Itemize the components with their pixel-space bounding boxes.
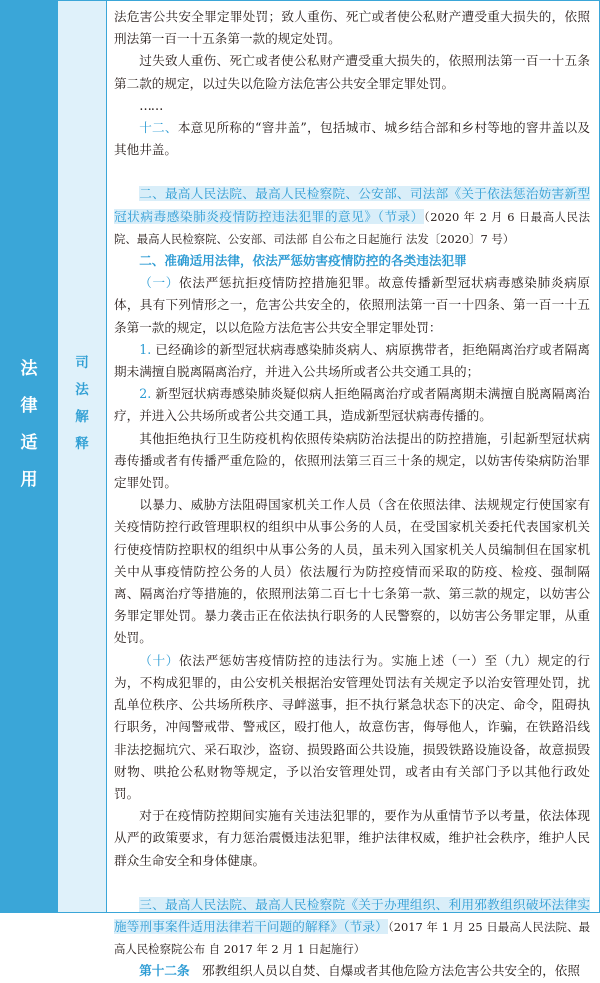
spacer	[114, 161, 590, 183]
paragraph-continued: 法危害公共安全罪定罪处罚；致人重伤、死亡或者使公私财产遭受重大损失的，依照刑法第一百一十五条第一款的规定处罚。	[114, 9, 590, 47]
article-twelve-text: 本意见所称的“窨井盖”，包括城市、城乡结合部和乡村等地的窨井盖以及其他井盖。	[114, 120, 590, 158]
subsection-column	[57, 1, 107, 912]
section-three-source: （2017 年 1 月 25 日最高人民法院、最高人民检察院公布 自 2017 年 2 月 1 日起施行）	[114, 919, 591, 957]
item-one	[114, 272, 590, 339]
section-column	[1, 1, 57, 912]
sub-item-one-number: 1.	[139, 341, 152, 357]
article-twelve-number: 十二、	[139, 120, 178, 136]
section-two-source: （2020 年 2 月 6 日最高人民法院、最高人民检察院、公安部、司法部 自公布之日起施行 法发〔2020〕7 号）	[114, 209, 591, 246]
paragraph-strict-policy: 对于在疫情防控期间实施有关违法犯罪的，要作为从重情节予以考量，依法体现从严的政策要求，有力惩治震慑违法犯罪，维护法律权威，维护社会秩序，维护人民群众生命安全和身体健康。	[114, 808, 590, 868]
sub-item-one	[114, 339, 590, 383]
sub-item-one-text: 已经确诊的新型冠状病毒感染肺炎病人、病原携带者，拒绝隔离治疗或者隔离期未满擅自脱离隔离治疗，并进入公共场所或者公共交通工具的；	[114, 341, 590, 380]
section-three-title: 三、最高人民法院、最高人民检察院《关于办理组织、利用邪教组织破坏法律实施等刑事案件适用法律若干问题的解释》（节录）	[114, 896, 590, 934]
paragraph-other-refusal: 其他拒绝执行卫生防疫机构依照传染病防治法提出的防控措施，引起新型冠状病毒传播或者有传播严重危险的，依照刑法第三百三十条的规定，以妨害传染病防治罪定罪处罚。	[114, 430, 590, 491]
section-three-heading	[114, 894, 590, 961]
paragraph-negligence: 过失致人重伤、死亡或者使公私财产遭受重大损失的，依照刑法第一百一十五条第二款的规定，以过失以危险方法危害公共安全罪定罪处罚。	[114, 53, 590, 91]
article-twelve	[114, 117, 590, 161]
section-two-heading	[114, 183, 590, 250]
item-one-number: （一）	[139, 275, 180, 291]
subsection-label: 司法解释	[75, 355, 89, 452]
article-twelve-cult-text: 邪教组织人员以自焚、自爆或者其他危险方法危害公共安全的，依照	[202, 963, 580, 979]
subheading-two: 二、准确适用法律，依法严惩妨害疫情防控的各类违法犯罪	[139, 253, 467, 269]
item-ten-text: 依法严惩妨害疫情防控的违法行为。实施上述（一）至（九）规定的行为，不构成犯罪的，由公安机关根据治安管理处罚法有关规定予以治安管理处罚，扰乱单位秩序、公共场所秩序、寻衅滋事，拒不执行紧急状态下的决定、命令，阻碍执行职务，冲闯警戒带、警戒区，殴打他人，故意伤害，侮辱他人，诈骗，在铁路沿线非法挖掘坑穴、采石取沙，盗窃、损毁路面公共设施，损毁铁路设施设备，故意损毁财物、哄抢公私财物等规定，予以治安管理处罚，或者由有关部门予以其他行政处罚。	[114, 652, 591, 801]
section-two-title: 二、最高人民法院、最高人民检察院、公安部、司法部《关于依法惩治妨害新型冠状病毒感染肺炎疫情防控违法犯罪的意见》（节录）	[114, 186, 590, 224]
article-twelve-cult	[114, 960, 590, 982]
sub-item-two-number: 2.	[139, 386, 152, 402]
document-body	[114, 6, 590, 983]
item-ten-number: （十）	[139, 652, 180, 668]
spacer	[114, 872, 590, 894]
sub-item-two	[114, 383, 590, 427]
section-label: 法律适用	[20, 359, 38, 490]
item-one-text: 依法严惩抗拒疫情防控措施犯罪。故意传播新型冠状病毒感染肺炎病原体，具有下列情形之一，危害公共安全的，依照刑法第一百一十四条、第一百一十五条第一款的规定，以以危险方法危害公共安全罪定罪处罚：	[114, 275, 591, 335]
article-twelve-cult-number: 第十二条	[139, 963, 190, 979]
ellipsis: ……	[139, 97, 163, 113]
paragraph-violence: 以暴力、威胁方法阻碍国家机关工作人员（含在依照法律、法规规定行使国家有关疫情防控行政管理职权的组织中从事公务的人员，在受国家机关委托代表国家机关行使疫情防控职权的组织中从事公务的人员，虽未列入国家机关人员编制但在国家机关中从事疫情防控公务的人员）依法履行为防控疫情而采取的防疫、检疫、强制隔离、隔离治疗等措施的，依照刑法第二百七十七条第一款、第三款的规定，以妨害公务罪定罪处罚。暴力袭击正在依法执行职务的人民警察的，以妨害公务罪定罪，从重处罚。	[114, 497, 590, 646]
sub-item-two-text: 新型冠状病毒感染肺炎疑似病人拒绝隔离治疗或者隔离期未满擅自脱离隔离治疗，并进入公共场所或者公共交通工具，造成新型冠状病毒传播的。	[114, 386, 590, 424]
item-ten	[114, 650, 590, 805]
